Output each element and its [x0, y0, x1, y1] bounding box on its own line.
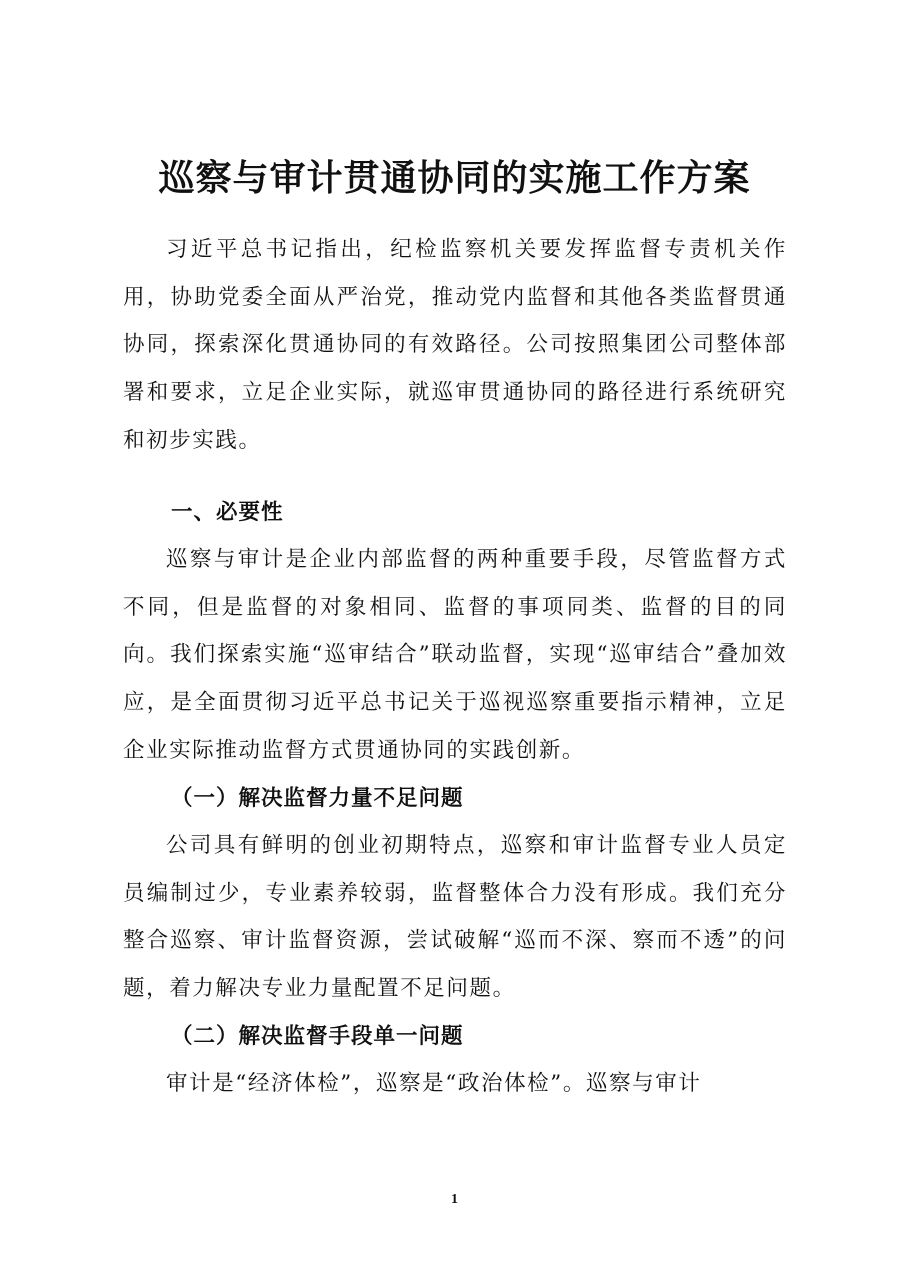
section-paragraph-necessity: 巡察与审计是企业内部监督的两种重要手段，尽管监督方式不同，但是监督的对象相同、监督的事项同类、监督的目的同向。我们探索实施“巡审结合”联动监督，实现“巡审结合”叠加效应，是全面贯彻习近平总书记关于巡视巡察重要指示精神，立足企业实际推动监督方式贯通协同的实践创新。 [123, 547, 787, 763]
section-heading-necessity: 一、必要性 [171, 500, 284, 525]
subsection-paragraph-1: 公司具有鲜明的创业初期特点，巡察和审计监督专业人员定员编制过少，专业素养较弱，监督整体合力没有形成。我们充分整合巡察、审计监督资源，尝试破解“巡而不深、察而不透”的问题，着力解决专业力量配置不足问题。 [123, 833, 787, 1002]
intro-paragraph: 习近平总书记指出，纪检监察机关要发挥监督专责机关作用，协助党委全面从严治党，推动党内监督和其他各类监督贯通协同，探索深化贯通协同的有效路径。公司按照集团公司整体部署和要求，立足企业实际，就巡审贯通协同的路径进行系统研究和初步实践。 [123, 237, 787, 453]
subsection-heading-2: （二）解决监督手段单一问题 [171, 1024, 464, 1049]
page-number: 1 [451, 1192, 458, 1207]
document-title: 巡察与审计贯通协同的实施工作方案 [158, 157, 751, 199]
subsection-heading-1: （一）解决监督力量不足问题 [171, 786, 464, 811]
subsection-paragraph-2: 审计是“经济体检”，巡察是“政治体检”。巡察与审计 [166, 1071, 702, 1096]
